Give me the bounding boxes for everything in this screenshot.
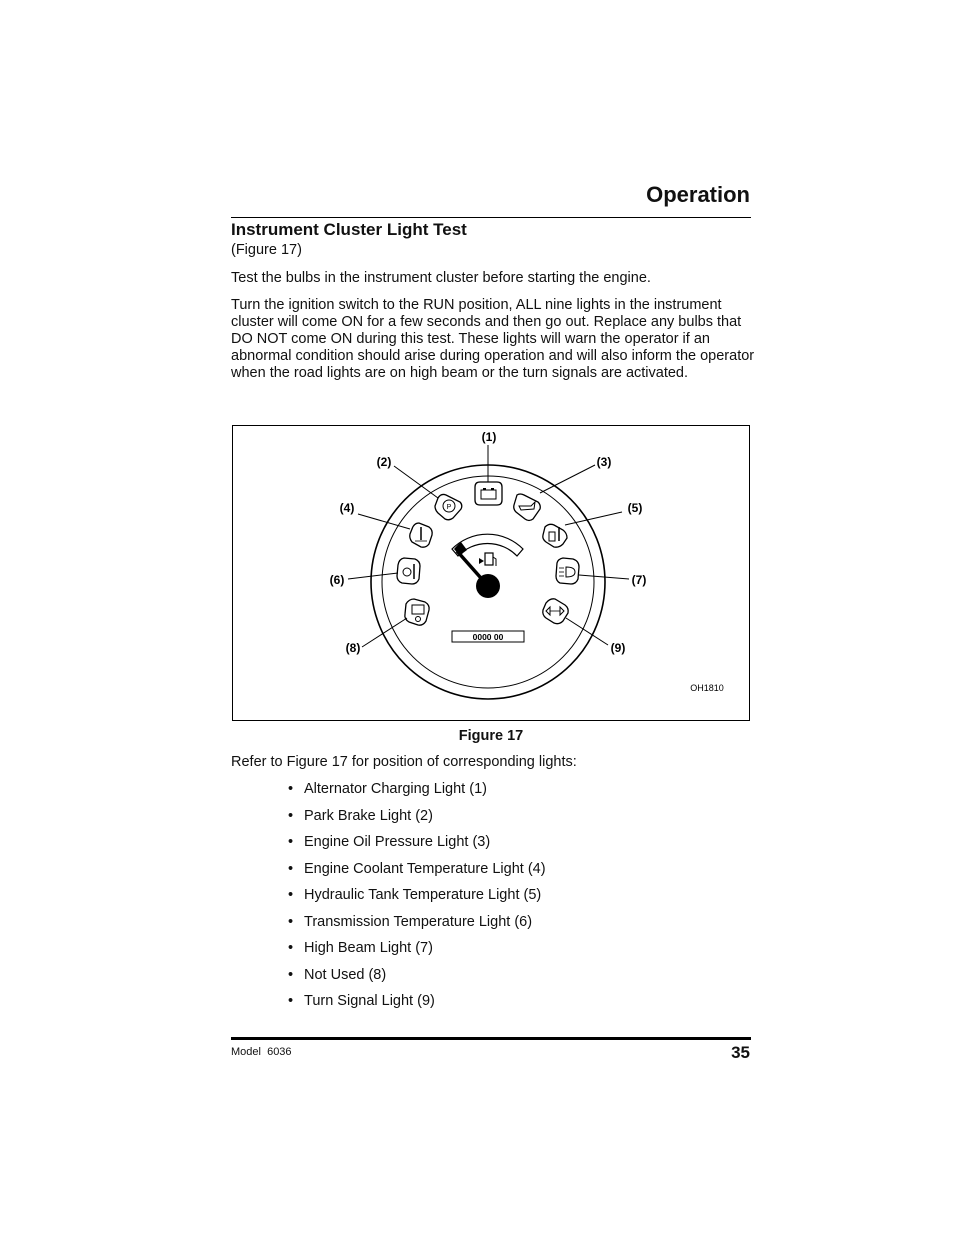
instrument-cluster-figure xyxy=(232,425,750,721)
figure-caption: Figure 17 xyxy=(458,728,524,744)
intro-paragraph: Test the bulbs in the instrument cluster before starting the engine. xyxy=(231,270,651,286)
section-title: Operation xyxy=(646,182,750,207)
list-item: • Hydraulic Tank Temperature Light (5) xyxy=(288,887,546,914)
page-number: 35 xyxy=(731,1043,750,1062)
coolant-temperature-icon xyxy=(410,523,432,547)
list-item: • Alternator Charging Light (1) xyxy=(288,781,546,808)
list-item: • Engine Oil Pressure Light (3) xyxy=(288,834,546,861)
callout-5: (5) xyxy=(627,501,643,515)
callout-4: (4) xyxy=(339,501,355,515)
list-item: • High Beam Light (7) xyxy=(288,940,546,967)
battery-icon xyxy=(475,482,502,505)
list-item: • Turn Signal Light (9) xyxy=(288,993,546,1020)
list-item: • Transmission Temperature Light (6) xyxy=(288,914,546,941)
transmission-temperature-icon xyxy=(397,558,420,584)
instrument-cluster-diagram xyxy=(233,426,749,720)
hydraulic-temperature-icon xyxy=(543,524,567,547)
callout-2: (2) xyxy=(376,455,392,469)
callout-leader-lines xyxy=(348,445,629,647)
header-rule xyxy=(231,217,751,218)
lights-list xyxy=(288,781,546,1020)
oil-can-icon xyxy=(514,494,541,521)
callout-7: (7) xyxy=(631,573,647,587)
refer-paragraph: Refer to Figure 17 for position of corresponding lights: xyxy=(231,754,577,770)
list-item: • Park Brake Light (2) xyxy=(288,808,546,835)
callout-1: (1) xyxy=(481,430,497,444)
high-beam-icon xyxy=(556,558,579,584)
callout-9: (9) xyxy=(610,641,626,655)
callout-6: (6) xyxy=(329,573,345,587)
page-heading: Instrument Cluster Light Test xyxy=(231,220,467,239)
callout-8: (8) xyxy=(345,641,361,655)
turn-signal-icon xyxy=(543,599,568,624)
svg-text:P: P xyxy=(446,504,452,511)
fuel-pump-icon xyxy=(479,553,496,566)
figure-reference: (Figure 17) xyxy=(231,242,302,258)
instructions-paragraph: Turn the ignition switch to the RUN position, ALL nine lights in the instrument cluster will come ON for a few seconds and then go out. Replace any bulbs that DO NOT come ON during this test. These lights will warn the operator if an abnormal condition should arise during operation and will also inform the operator when the road lights are on high beam or the turn signals are activated. xyxy=(231,297,755,381)
park-brake-icon xyxy=(435,494,462,519)
list-item: • Engine Coolant Temperature Light (4) xyxy=(288,861,546,888)
figure-code: OH1810 xyxy=(690,683,724,693)
callout-3: (3) xyxy=(596,455,612,469)
footer-rule xyxy=(231,1037,751,1040)
unused-icon xyxy=(405,599,429,625)
footer-model: Model 6036 xyxy=(231,1046,292,1058)
odometer-reading: 0000 00 xyxy=(472,632,504,642)
list-item: • Not Used (8) xyxy=(288,967,546,994)
needle-hub xyxy=(476,574,500,598)
